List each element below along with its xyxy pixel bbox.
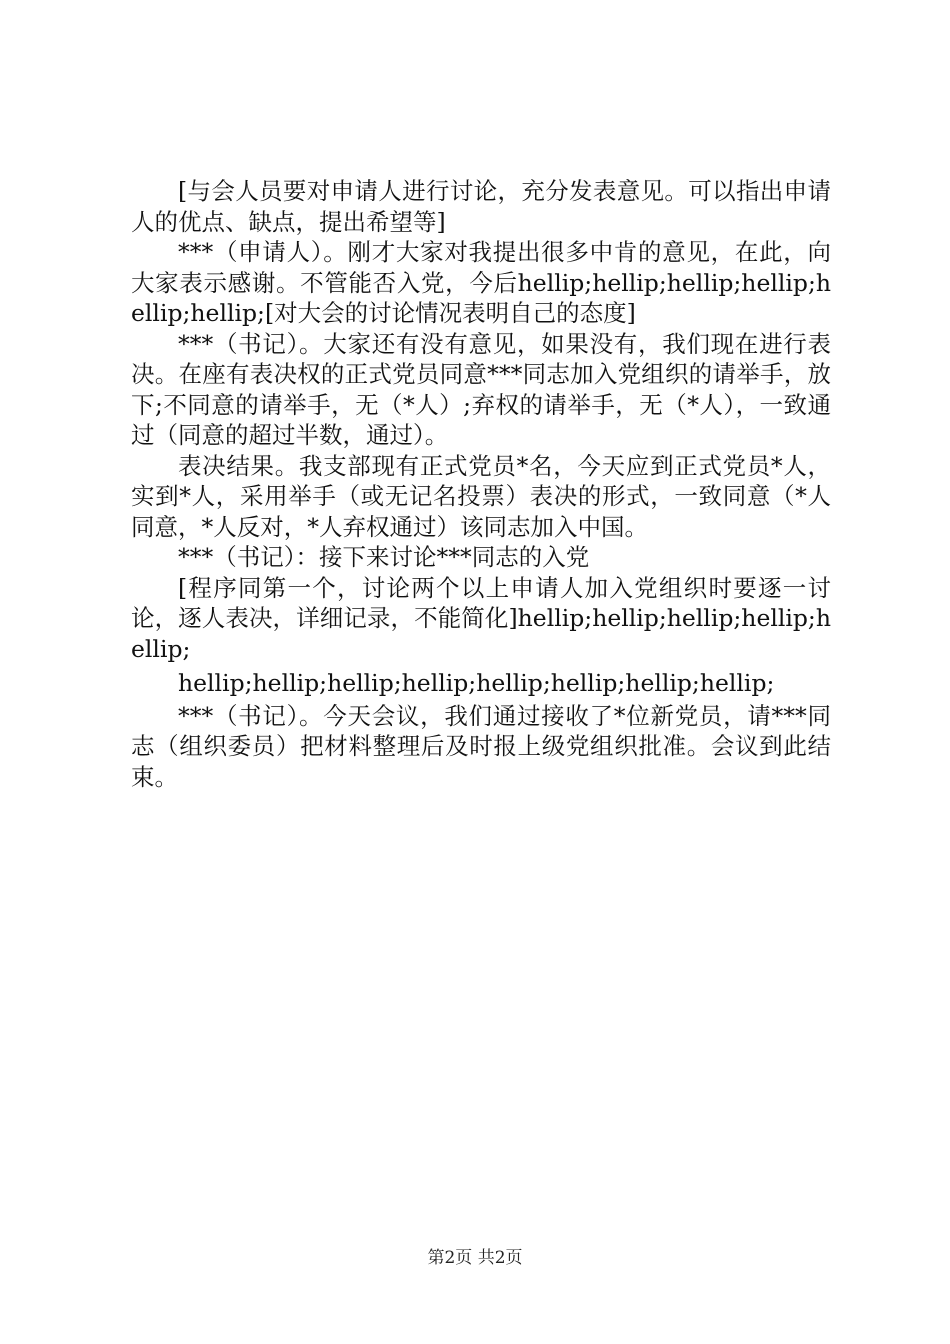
paragraph-closing: ***（书记）。今天会议，我们通过接收了*位新党员，请***同志（组织委员）把材料整理后及时报上级党组织批准。会议到此结束。 — [131, 701, 831, 791]
document-body — [131, 176, 831, 792]
paragraph-secretary-vote: ***（书记）。大家还有没有意见，如果没有，我们现在进行表决。在座有表决权的正式党员同意***同志加入党组织的请举手，放下;不同意的请举手，无（*人）;弃权的请举手，无（*人），一致通过（同意的超过半数，通过）。 — [131, 329, 831, 449]
paragraph-vote-result: 表决结果。我支部现有正式党员*名，今天应到正式党员*人，实到*人，采用举手（或无记名投票）表决的形式，一致同意（*人同意，*人反对，*人弃权通过）该同志加入中国。 — [131, 451, 831, 541]
paragraph-ellipsis: hellip;hellip;hellip;hellip;hellip;hellip;hellip;hellip; — [178, 669, 775, 697]
page-number-footer: 第2页 共2页 — [427, 1248, 523, 1268]
paragraph-discussion-note: [与会人员要对申请人进行讨论，充分发表意见。可以指出申请人的优点、缺点，提出希望等] — [131, 177, 831, 236]
paragraph-next-applicant: ***（书记）：接下来讨论***同志的入党 — [178, 543, 590, 571]
paragraph-applicant-response: ***（申请人）。刚才大家对我提出很多中肯的意见，在此，向大家表示感谢。不管能否入党，今后hellip;hellip;hellip;hellip;hellip;hellip;[对大会的讨论情况表明自己的态度] — [131, 238, 831, 327]
paragraph-procedure-note: [程序同第一个，讨论两个以上申请人加入党组织时要逐一讨论，逐人表决，详细记录，不能简化]hellip;hellip;hellip;hellip;hellip; — [131, 573, 831, 663]
